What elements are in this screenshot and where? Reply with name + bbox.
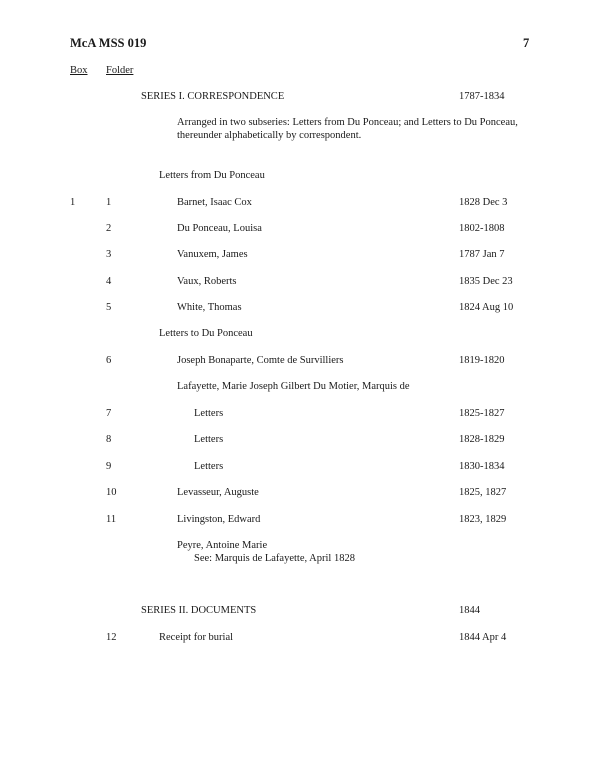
series-1-note-line-2: thereunder alphabetically by correspondent. — [177, 130, 362, 141]
row-date: 1828-1829 — [459, 434, 505, 445]
row-date: 1828 Dec 3 — [459, 197, 508, 208]
row-title: Peyre, Antoine Marie — [177, 540, 268, 551]
row-date: 1787 Jan 7 — [459, 249, 505, 260]
series-1-note-line-1: Arranged in two subseries: Letters from Du Ponceau; and Letters to Du Ponceau, — [177, 117, 518, 128]
row-folder: 12 — [106, 632, 117, 643]
row-folder: 2 — [106, 223, 112, 234]
series-1-dates: 1787-1834 — [459, 91, 505, 102]
row-date: 1835 Dec 23 — [459, 276, 513, 287]
row-title: Letters — [194, 434, 224, 445]
subseries-letters-to: Letters to Du Ponceau — [159, 328, 253, 339]
see-reference: See: Marquis de Lafayette, April 1828 — [194, 553, 355, 564]
row-folder: 5 — [106, 302, 112, 313]
lafayette-heading: Lafayette, Marie Joseph Gilbert Du Motier, Marquis de — [177, 381, 410, 392]
folder-column-header: Folder — [106, 65, 134, 76]
row-folder: 10 — [106, 487, 117, 498]
row-folder: 9 — [106, 461, 112, 472]
row-title: Vaux, Roberts — [177, 276, 237, 287]
row-title: Levasseur, Auguste — [177, 487, 259, 498]
row-date: 1823, 1829 — [459, 514, 507, 525]
row-date: 1825, 1827 — [459, 487, 507, 498]
row-title: Livingston, Edward — [177, 514, 261, 525]
row-date: 1824 Aug 10 — [459, 302, 514, 313]
series-2-title: SERIES II. DOCUMENTS — [141, 605, 257, 616]
subseries-letters-from: Letters from Du Ponceau — [159, 170, 265, 181]
row-date: 1802-1808 — [459, 223, 505, 234]
row-folder: 6 — [106, 355, 112, 366]
row-folder: 11 — [106, 514, 117, 525]
row-title: Joseph Bonaparte, Comte de Survilliers — [177, 355, 344, 366]
row-date: 1844 Apr 4 — [459, 632, 507, 643]
collection-id: McA MSS 019 — [70, 36, 147, 50]
row-folder: 8 — [106, 434, 112, 445]
box-column-header: Box — [70, 65, 88, 76]
row-date: 1825-1827 — [459, 408, 505, 419]
row-box: 1 — [70, 197, 76, 208]
row-title: Letters — [194, 408, 224, 419]
row-folder: 4 — [106, 276, 112, 287]
row-date: 1830-1834 — [459, 461, 505, 472]
row-date: 1819-1820 — [459, 355, 505, 366]
row-title: Barnet, Isaac Cox — [177, 197, 252, 208]
row-folder: 3 — [106, 249, 112, 260]
row-title: Receipt for burial — [159, 632, 234, 643]
row-title: Letters — [194, 461, 224, 472]
row-title: Vanuxem, James — [177, 249, 248, 260]
row-folder: 7 — [106, 408, 112, 419]
page-number: 7 — [523, 36, 530, 50]
row-folder: 1 — [106, 197, 112, 208]
series-1-title: SERIES I. CORRESPONDENCE — [141, 91, 285, 102]
series-2-dates: 1844 — [459, 605, 480, 616]
row-title: White, Thomas — [177, 302, 242, 313]
row-title: Du Ponceau, Louisa — [177, 223, 262, 234]
